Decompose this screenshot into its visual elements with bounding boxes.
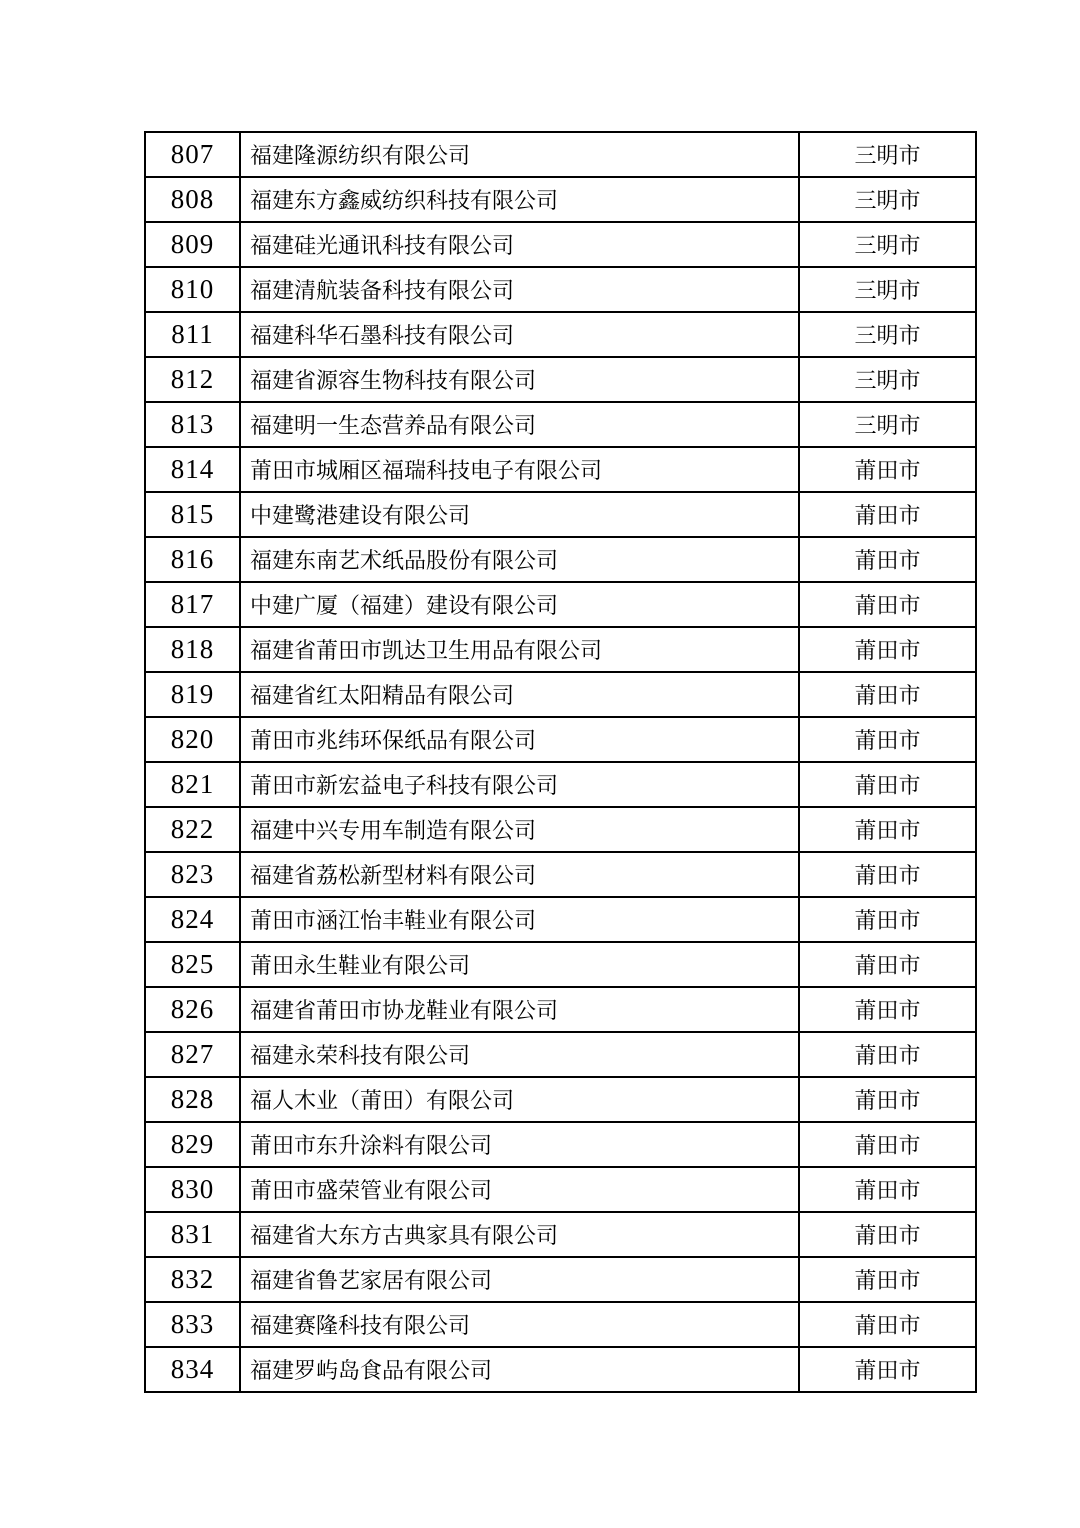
row-number-cell: 818 bbox=[145, 627, 240, 672]
table-row bbox=[145, 1212, 976, 1257]
company-name-cell: 福建科华石墨科技有限公司 bbox=[240, 312, 799, 357]
company-name-cell: 福建明一生态营养品有限公司 bbox=[240, 402, 799, 447]
city-cell: 莆田市 bbox=[799, 1212, 976, 1257]
table-row bbox=[145, 987, 976, 1032]
table-row bbox=[145, 402, 976, 447]
row-number-cell: 815 bbox=[145, 492, 240, 537]
city-cell: 莆田市 bbox=[799, 447, 976, 492]
city-cell: 三明市 bbox=[799, 267, 976, 312]
row-number-cell: 825 bbox=[145, 942, 240, 987]
company-name-cell: 福建省红太阳精品有限公司 bbox=[240, 672, 799, 717]
city-cell: 莆田市 bbox=[799, 1032, 976, 1077]
company-name-cell: 福建省荔松新型材料有限公司 bbox=[240, 852, 799, 897]
city-cell: 莆田市 bbox=[799, 537, 976, 582]
row-number-cell: 826 bbox=[145, 987, 240, 1032]
table-row bbox=[145, 897, 976, 942]
table-row bbox=[145, 1032, 976, 1077]
company-name-cell: 莆田市盛荣管业有限公司 bbox=[240, 1167, 799, 1212]
company-name-cell: 福建永荣科技有限公司 bbox=[240, 1032, 799, 1077]
table-row bbox=[145, 492, 976, 537]
company-name-cell: 福建省大东方古典家具有限公司 bbox=[240, 1212, 799, 1257]
table-row bbox=[145, 1302, 976, 1347]
row-number-cell: 830 bbox=[145, 1167, 240, 1212]
city-cell: 三明市 bbox=[799, 312, 976, 357]
table-row bbox=[145, 177, 976, 222]
company-name-cell: 福建东方鑫威纺织科技有限公司 bbox=[240, 177, 799, 222]
row-number-cell: 813 bbox=[145, 402, 240, 447]
row-number-cell: 823 bbox=[145, 852, 240, 897]
table-row bbox=[145, 1257, 976, 1302]
company-name-cell: 福建清航装备科技有限公司 bbox=[240, 267, 799, 312]
row-number-cell: 807 bbox=[145, 132, 240, 177]
table-row bbox=[145, 312, 976, 357]
table-row bbox=[145, 942, 976, 987]
row-number-cell: 832 bbox=[145, 1257, 240, 1302]
company-name-cell: 福建省莆田市凯达卫生用品有限公司 bbox=[240, 627, 799, 672]
row-number-cell: 812 bbox=[145, 357, 240, 402]
city-cell: 莆田市 bbox=[799, 807, 976, 852]
city-cell: 莆田市 bbox=[799, 987, 976, 1032]
table-row bbox=[145, 447, 976, 492]
row-number-cell: 817 bbox=[145, 582, 240, 627]
company-name-cell: 福建罗屿岛食品有限公司 bbox=[240, 1347, 799, 1392]
row-number-cell: 810 bbox=[145, 267, 240, 312]
row-number-cell: 833 bbox=[145, 1302, 240, 1347]
city-cell: 三明市 bbox=[799, 357, 976, 402]
city-cell: 莆田市 bbox=[799, 942, 976, 987]
city-cell: 三明市 bbox=[799, 222, 976, 267]
company-name-cell: 福建省鲁艺家居有限公司 bbox=[240, 1257, 799, 1302]
row-number-cell: 824 bbox=[145, 897, 240, 942]
table-row bbox=[145, 357, 976, 402]
city-cell: 三明市 bbox=[799, 177, 976, 222]
city-cell: 莆田市 bbox=[799, 897, 976, 942]
table-row bbox=[145, 672, 976, 717]
table-row bbox=[145, 762, 976, 807]
company-name-cell: 莆田市东升涂料有限公司 bbox=[240, 1122, 799, 1167]
row-number-cell: 808 bbox=[145, 177, 240, 222]
company-name-cell: 福建赛隆科技有限公司 bbox=[240, 1302, 799, 1347]
city-cell: 三明市 bbox=[799, 132, 976, 177]
row-number-cell: 809 bbox=[145, 222, 240, 267]
table-row bbox=[145, 537, 976, 582]
city-cell: 莆田市 bbox=[799, 627, 976, 672]
city-cell: 三明市 bbox=[799, 402, 976, 447]
company-name-cell: 福建硅光通讯科技有限公司 bbox=[240, 222, 799, 267]
city-cell: 莆田市 bbox=[799, 717, 976, 762]
company-name-cell: 福建省源容生物科技有限公司 bbox=[240, 357, 799, 402]
city-cell: 莆田市 bbox=[799, 582, 976, 627]
table-row bbox=[145, 1167, 976, 1212]
city-cell: 莆田市 bbox=[799, 1302, 976, 1347]
company-table-body bbox=[145, 132, 976, 1392]
table-row bbox=[145, 132, 976, 177]
table-row bbox=[145, 1347, 976, 1392]
table-row bbox=[145, 1077, 976, 1122]
city-cell: 莆田市 bbox=[799, 762, 976, 807]
city-cell: 莆田市 bbox=[799, 1077, 976, 1122]
row-number-cell: 822 bbox=[145, 807, 240, 852]
city-cell: 莆田市 bbox=[799, 672, 976, 717]
company-name-cell: 福建省莆田市协龙鞋业有限公司 bbox=[240, 987, 799, 1032]
company-name-cell: 莆田市新宏益电子科技有限公司 bbox=[240, 762, 799, 807]
table-row bbox=[145, 222, 976, 267]
row-number-cell: 829 bbox=[145, 1122, 240, 1167]
table-row bbox=[145, 582, 976, 627]
row-number-cell: 821 bbox=[145, 762, 240, 807]
city-cell: 莆田市 bbox=[799, 1347, 976, 1392]
company-name-cell: 中建广厦（福建）建设有限公司 bbox=[240, 582, 799, 627]
row-number-cell: 834 bbox=[145, 1347, 240, 1392]
company-table bbox=[144, 131, 977, 1393]
row-number-cell: 819 bbox=[145, 672, 240, 717]
row-number-cell: 820 bbox=[145, 717, 240, 762]
company-name-cell: 莆田市城厢区福瑞科技电子有限公司 bbox=[240, 447, 799, 492]
row-number-cell: 814 bbox=[145, 447, 240, 492]
city-cell: 莆田市 bbox=[799, 492, 976, 537]
company-name-cell: 福建隆源纺织有限公司 bbox=[240, 132, 799, 177]
row-number-cell: 811 bbox=[145, 312, 240, 357]
city-cell: 莆田市 bbox=[799, 1257, 976, 1302]
company-name-cell: 中建鹭港建设有限公司 bbox=[240, 492, 799, 537]
city-cell: 莆田市 bbox=[799, 1122, 976, 1167]
company-name-cell: 莆田市兆纬环保纸品有限公司 bbox=[240, 717, 799, 762]
table-row bbox=[145, 627, 976, 672]
row-number-cell: 831 bbox=[145, 1212, 240, 1257]
table-row bbox=[145, 852, 976, 897]
company-name-cell: 莆田永生鞋业有限公司 bbox=[240, 942, 799, 987]
company-name-cell: 福人木业（莆田）有限公司 bbox=[240, 1077, 799, 1122]
company-name-cell: 福建中兴专用车制造有限公司 bbox=[240, 807, 799, 852]
city-cell: 莆田市 bbox=[799, 852, 976, 897]
table-row bbox=[145, 807, 976, 852]
row-number-cell: 827 bbox=[145, 1032, 240, 1077]
table-row bbox=[145, 1122, 976, 1167]
table-row bbox=[145, 717, 976, 762]
company-name-cell: 莆田市涵江怡丰鞋业有限公司 bbox=[240, 897, 799, 942]
city-cell: 莆田市 bbox=[799, 1167, 976, 1212]
company-name-cell: 福建东南艺术纸品股份有限公司 bbox=[240, 537, 799, 582]
row-number-cell: 828 bbox=[145, 1077, 240, 1122]
row-number-cell: 816 bbox=[145, 537, 240, 582]
table-row bbox=[145, 267, 976, 312]
